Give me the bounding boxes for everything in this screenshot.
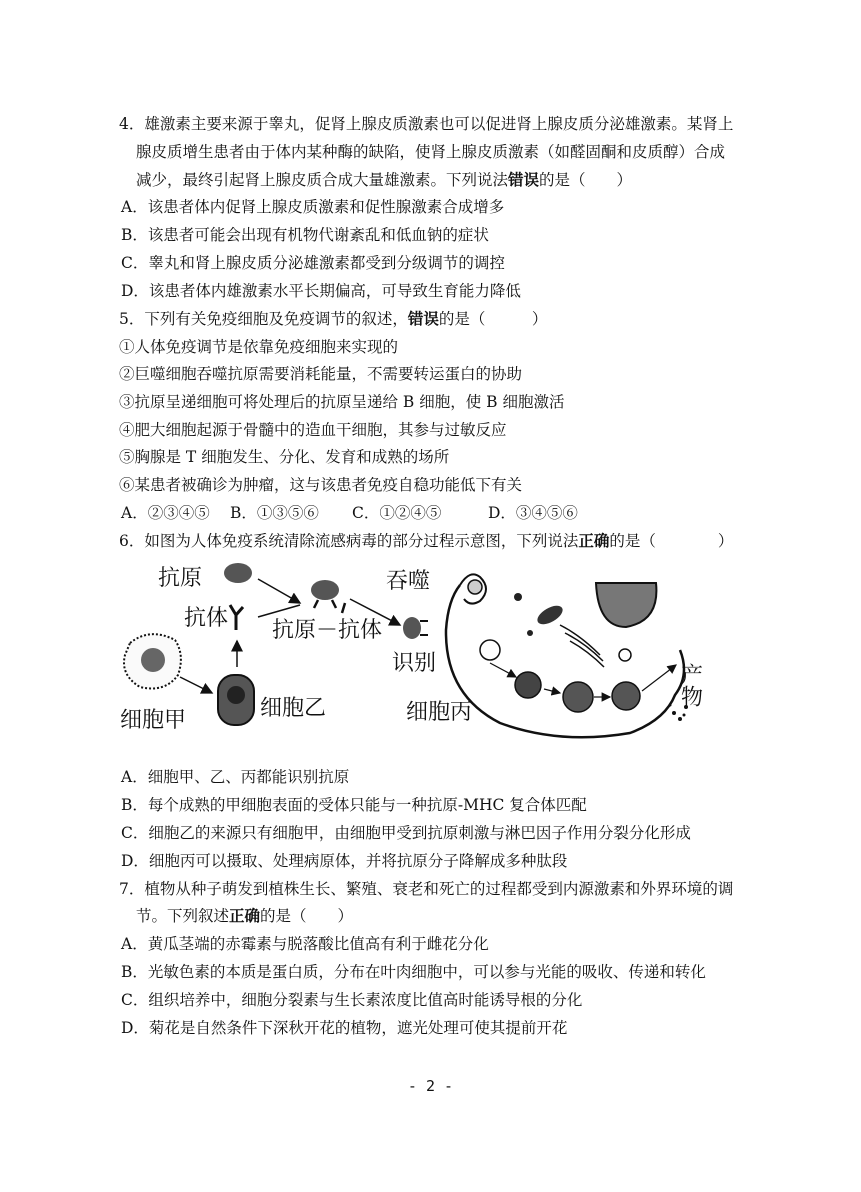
recognized-antigen-shape [403, 617, 421, 639]
q6-option-c: C．细胞乙的来源只有细胞甲，由细胞甲受到抗原刺激与淋巴因子作用分裂分化形成 [121, 824, 691, 842]
q4-option-c: C．睾丸和肾上腺皮质分泌雄激素都受到分级调节的调控 [121, 254, 505, 272]
q5-statement-3: ③抗原呈递细胞可将处理后的抗原呈递给 B 细胞，使 B 细胞激活 [119, 393, 565, 411]
label-cell-c: 细胞丙 [406, 700, 473, 725]
q5-line1: 5．下列有关免疫细胞及免疫调节的叙述，错误的是（ ） [119, 309, 548, 328]
q5-option-c: C．①②④⑤ [352, 504, 442, 522]
q5-emphasis: 错误 [407, 309, 439, 328]
q6-emphasis: 正确 [578, 531, 610, 550]
label-antigen: 抗原 [158, 566, 203, 591]
label-product: 产物 [677, 663, 703, 707]
antibody-shape [230, 605, 243, 630]
q6-option-a: A．细胞甲、乙、丙都能识别抗原 [121, 768, 350, 786]
q4-option-b: B．该患者可能会出现有机物代谢紊乱和低血钠的症状 [121, 226, 489, 244]
q6-option-b: B．每个成熟的甲细胞表面的受体只能与一种抗原-MHC 复合体匹配 [121, 796, 587, 814]
label-engulf: 吞噬 [386, 569, 431, 594]
q4-line3: 减少，最终引起肾上腺皮质合成大量雄激素。下列说法错误的是（ ） [136, 170, 633, 189]
complex-shape [311, 580, 339, 600]
q4-option-a: A．该患者体内促肾上腺皮质激素和促性腺激素合成增多 [121, 198, 505, 216]
q5-statement-6: ⑥某患者被确诊为肿瘤，这与该患者免疫自稳功能低下有关 [119, 476, 523, 494]
q7-option-a: A．黄瓜茎端的赤霉素与脱落酸比值高有利于雌花分化 [121, 935, 489, 953]
q4-line2: 腺皮质增生患者由于体内某种酶的缺陷，使肾上腺皮质激素（如醛固酮和皮质醇）合成 [136, 143, 726, 161]
q5-option-b: B．①③⑤⑥ [230, 504, 319, 522]
q7-line1: 7．植物从种子萌发到植株生长、繁殖、衰老和死亡的过程都受到内源激素和外界环境的调 [119, 880, 734, 898]
q5-statement-1: ①人体免疫调节是依靠免疫细胞来实现的 [119, 338, 399, 356]
immune-process-figure [0, 555, 861, 755]
antigen-shape [224, 563, 252, 583]
page-number: - 2 - [407, 1077, 454, 1095]
q7-option-d: D．菊花是自然条件下深秋开花的植物，遮光处理可使其提前开花 [121, 1019, 568, 1037]
q5-statement-4: ④肥大细胞起源于骨髓中的造血干细胞，其参与过敏反应 [119, 421, 507, 439]
q5-statement-5: ⑤胸腺是 T 细胞发生、分化、发育和成熟的场所 [119, 448, 450, 466]
q5-statement-2: ②巨噬细胞吞噬抗原需要消耗能量，不需要转运蛋白的协助 [119, 365, 523, 383]
q4-option-d: D．该患者体内雄激素水平长期偏高，可导致生育能力降低 [121, 282, 521, 300]
q5-option-d: D．③④⑤⑥ [488, 504, 578, 522]
q6-line1: 6．如图为人体免疫系统清除流感病毒的部分过程示意图，下列说法正确的是（ ） [119, 531, 734, 550]
label-cell-a: 细胞甲 [120, 708, 187, 733]
label-complex: 抗原－抗体 [272, 618, 383, 643]
q7-line2: 节。下列叙述正确的是（ ） [136, 906, 354, 925]
q6-option-d: D．细胞丙可以摄取、处理病原体，并将抗原分子降解成多种肽段 [121, 852, 568, 870]
q4-emphasis: 错误 [508, 170, 540, 189]
q7-option-b: B．光敏色素的本质是蛋白质，分布在叶肉细胞中，可以参与光能的吸收、传递和转化 [121, 963, 706, 981]
q4-line1: 4．雄激素主要来源于睾丸，促肾上腺皮质激素也可以促进肾上腺皮质分泌雄激素。某肾上 [119, 115, 734, 133]
label-recognize: 识别 [392, 651, 437, 676]
q7-option-c: C．组织培养中，细胞分裂素与生长素浓度比值高时能诱导根的分化 [121, 991, 583, 1009]
nucleus-shape [596, 583, 656, 627]
label-cell-b: 细胞乙 [260, 696, 327, 721]
label-antibody: 抗体 [184, 606, 229, 631]
q5-option-a: A．②③④⑤ [121, 504, 210, 522]
q7-emphasis: 正确 [229, 906, 261, 925]
